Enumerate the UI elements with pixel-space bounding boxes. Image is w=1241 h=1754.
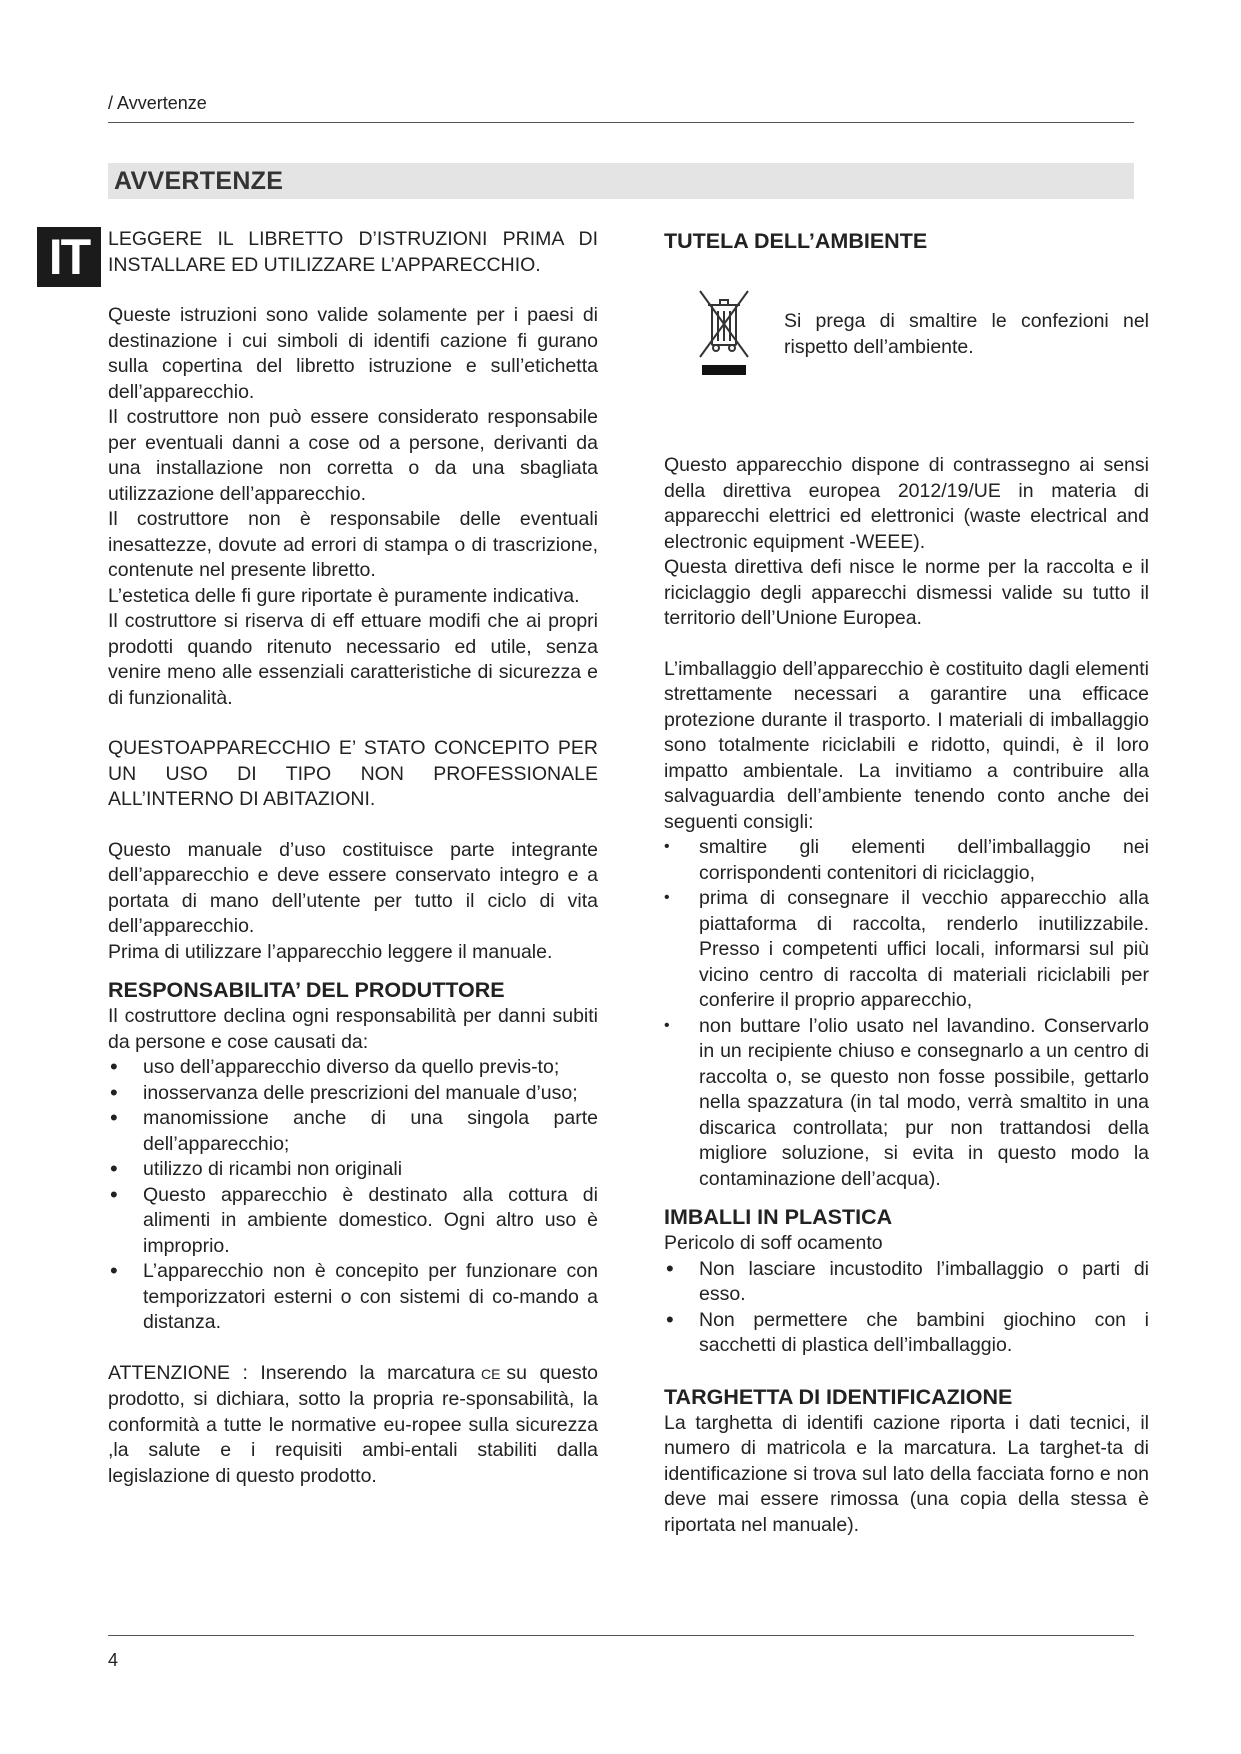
- page-title: AVVERTENZE: [114, 167, 284, 195]
- list-item: • non buttare l’olio usato nel lavandino. Conservarlo in un recipiente chiuso e consegnarlo a un centro di raccolta o, se questo non fosse possibile, gettarlo nella spazzatura (in tal modo, verrà smaltito in una discarica controllata; pur non trattandosi della migliore soluzione, si evita in questo modo la contaminazione dell’acqua).: [664, 1014, 1149, 1193]
- list-item: • prima di consegnare il vecchio apparecchio alla piattaforma di raccolta, renderlo inutilizzabile. Presso i competenti uffici locali, informarsi sul più vicino centro di raccolta di materiali riciclabili per conferire il proprio apparecchio,: [664, 886, 1149, 1014]
- page-number: 4: [108, 1650, 119, 1670]
- breadcrumb: / Avvertenze: [108, 93, 207, 113]
- paragraph: L’estetica delle fi gure riportate è puramente indicativa.: [108, 584, 580, 607]
- plastic-subheading: Pericolo di soff ocamento: [664, 1232, 883, 1254]
- list-item: • inosservanza delle prescrizioni del manuale d’uso;: [108, 1081, 598, 1107]
- list-item: • uso dell’apparecchio diverso da quello previs-to;: [108, 1055, 598, 1081]
- paragraph: Prima di utilizzare l’apparecchio leggere il manuale.: [108, 940, 553, 963]
- responsibility-list: [108, 1055, 598, 1336]
- list-item: • manomissione anche di una singola parte dell’apparecchio;: [108, 1106, 598, 1157]
- paragraph: Questo manuale d’uso costituisce parte integrante dell’apparecchio e deve essere conservato integro e a portata di mano dell’utente per tutto il ciclo di vita dell’apparecchio.: [108, 838, 598, 937]
- packaging-paragraph: L’imballaggio dell’apparecchio è costituito dagli elementi strettamente necessari a garantire una efficace protezione durante il trasporto. I materiali di imballaggio sono totalmente riciclabili e ridotto, quindi, è il loro impatto ambientale. La invitiamo a contribuire alla salvaguardia dell’ambiente tenendo conto anche dei seguenti consigli:: [664, 657, 1149, 833]
- plastic-list: [664, 1257, 1149, 1359]
- intro-warning: LEGGERE IL LIBRETTO D’ISTRUZIONI PRIMA DI INSTALLARE ED UTILIZZARE L’APPARECCHIO.: [108, 228, 598, 276]
- responsibility-intro: Il costruttore declina ogni responsabilità per danni subiti da persone e cose causati da:: [108, 1005, 598, 1053]
- attention-text-a: ATTENZIONE : Inserendo la marcatura: [108, 1361, 475, 1384]
- footer-divider: [108, 1635, 1134, 1636]
- attention-paragraph: [108, 1361, 598, 1490]
- weee-bin-icon: [694, 285, 754, 385]
- list-item: • Non permettere che bambini giochino con i sacchetti di plastica dell’imballaggio.: [664, 1308, 1149, 1359]
- environment-block: [664, 255, 1149, 415]
- paragraph: Il costruttore non è responsabile delle eventuali inesattezze, dovute ad errori di stampa o di trascrizione, contenute nel presente libretto.: [108, 508, 598, 581]
- packaging-list: [664, 835, 1149, 1192]
- weee-paragraph: Questo apparecchio dispone di contrassegno ai sensi della direttiva europea 2012/19/UE in materia di apparecchi elettrici ed elettronici (waste electrical and electronic equipment -WEEE).: [664, 454, 1149, 553]
- plate-heading: TARGHETTA DI IDENTIFICAZIONE: [664, 1384, 1013, 1409]
- attention-text-b: su questo prodotto, si dichiara, sotto la propria re-sponsabilità, la conformità a tutte le normative eu-ropee sulla sicurezza ,la salute e i requisiti ambi-entali stabiliti dalla legislazione di questo prodotto.: [108, 1361, 598, 1487]
- right-column: [664, 228, 1149, 1538]
- ce-mark-icon: CE: [480, 1365, 501, 1382]
- list-item: • Non lasciare incustodito l’imballaggio o parti di esso.: [664, 1257, 1149, 1308]
- language-badge: IT: [37, 227, 101, 287]
- plastic-heading: IMBALLI IN PLASTICA: [664, 1205, 893, 1229]
- paragraph: Il costruttore si riserva di eff ettuare modifi che ai propri prodotti quando ritenuto necessario ed utile, senza venire meno alle essenziali caratteristiche di sicurezza e di funzionalità.: [108, 610, 598, 709]
- usage-notice: QUESTOAPPARECCHIO E’ STATO CONCEPITO PER UN USO DI TIPO NON PROFESSIONALE ALL’INTERNO DI ABITAZIONI.: [108, 737, 598, 810]
- plate-paragraph: La targhetta di identifi cazione riporta i dati tecnici, il numero di matricola e la marcatura. La targhet-ta di identificazione si trova sul lato della facciata forno e non deve mai essere rimossa (una copia della stessa è riportata nel manuale).: [664, 1411, 1149, 1536]
- weee-paragraph-2: Questa direttiva defi nisce le norme per la raccolta e il riciclaggio degli apparecchi dismessi valide su tutto il territorio dell’Unione Europea.: [664, 556, 1149, 629]
- header-divider: [108, 122, 1134, 123]
- list-item: • L’apparecchio non è concepito per funzionare con temporizzatori esterni o con sistemi di co-mando a distanza.: [108, 1259, 598, 1336]
- environment-text: Si prega di smaltire le confezioni nel rispetto dell’ambiente.: [784, 310, 1149, 358]
- section-title-bar: [108, 163, 1134, 199]
- list-item: • smaltire gli elementi dell’imballaggio nei corrispondenti contenitori di riciclaggio,: [664, 835, 1149, 886]
- left-column: [108, 227, 598, 1489]
- paragraph: Queste istruzioni sono valide solamente per i paesi di destinazione i cui simboli di identifi cazione fi gurano sulla copertina del libretto istruzione e sull’etichetta dell’apparecchio.: [108, 304, 598, 403]
- responsibility-heading: RESPONSABILITA’ DEL PRODUTTORE: [108, 978, 505, 1002]
- paragraph: Il costruttore non può essere considerato responsabile per eventuali danni a cose od a persone, derivanti da una installazione non corretta o da una sbagliata utilizzazione dell’apparecchio.: [108, 406, 598, 505]
- environment-heading: TUTELA DELL’AMBIENTE: [664, 229, 928, 253]
- list-item: • utilizzo di ricambi non originali: [108, 1157, 598, 1183]
- list-item: • Questo apparecchio è destinato alla cottura di alimenti in ambiente domestico. Ogni altro uso è improprio.: [108, 1183, 598, 1260]
